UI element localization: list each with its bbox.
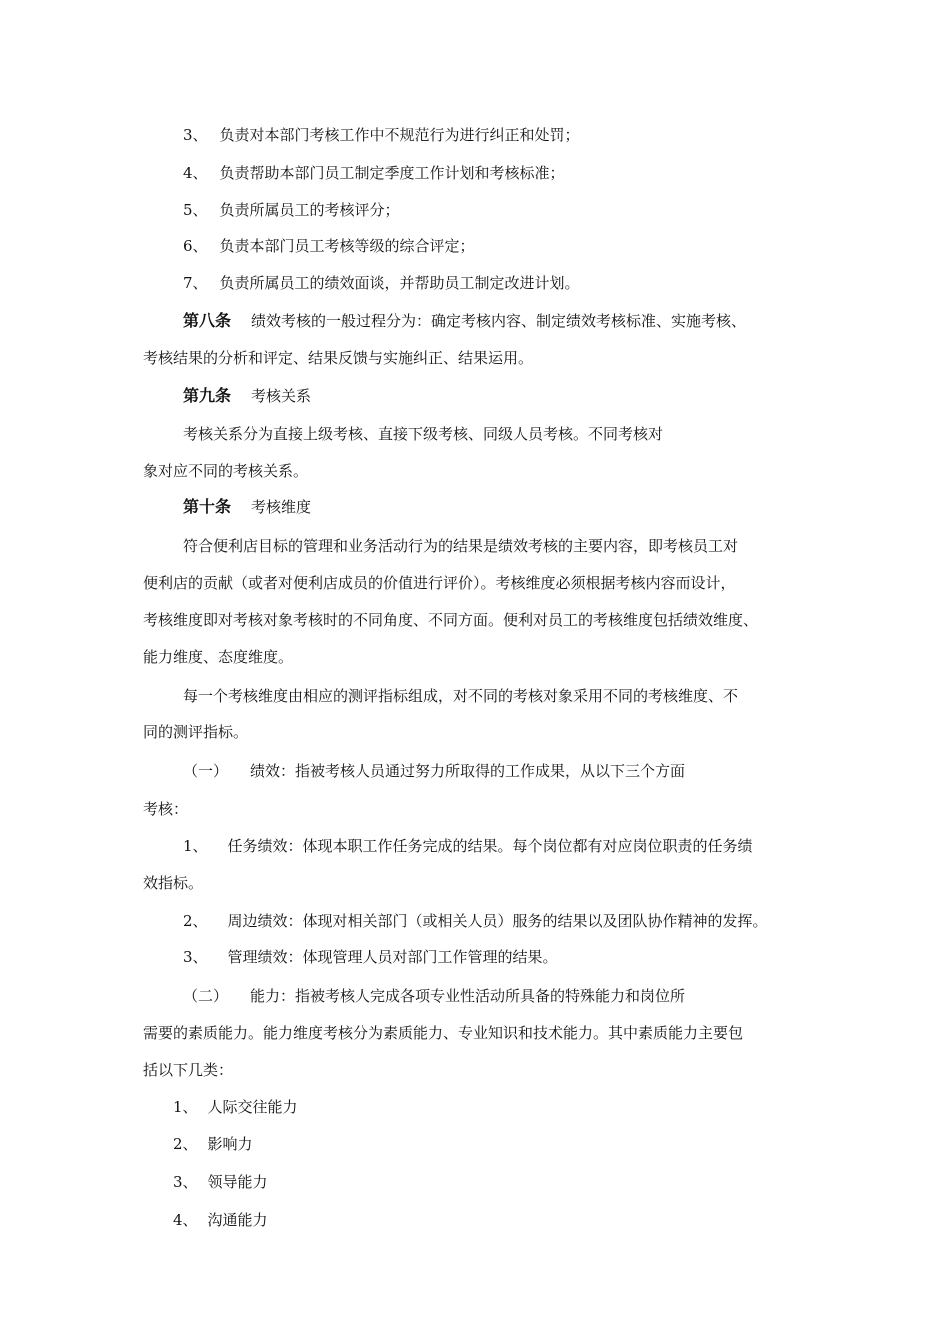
item-num: 2、: [183, 912, 208, 930]
section2-line3: 括以下几类：: [143, 1061, 234, 1079]
duty-text: 负责所属员工的考核评分；: [219, 201, 400, 219]
article9-line1: 考核关系分为直接上级考核、直接下级考核、同级人员考核。不同考核对: [183, 425, 664, 443]
section2-line1: [183, 986, 685, 1006]
article10-heading-line: [183, 497, 311, 517]
item-text: 管理绩效：体现管理人员对部门工作管理的结果。: [227, 948, 558, 966]
duty-num: 5、: [183, 201, 208, 219]
duty-num: 7、: [183, 274, 208, 292]
article8-text1: 绩效考核的一般过程分为：确定考核内容、制定绩效考核标准、实施考核、: [251, 312, 747, 330]
ability-num: 2、: [173, 1135, 198, 1153]
ability-text: 影响力: [207, 1135, 253, 1153]
ability-item: [173, 1172, 268, 1192]
ability-item: [173, 1097, 298, 1117]
duty-text: 负责对本部门考核工作中不规范行为进行纠正和处罚；: [219, 126, 580, 144]
section1-text: 绩效：指被考核人员通过努力所取得的工作成果，从以下三个方面: [250, 762, 686, 780]
duty-num: 6、: [183, 237, 208, 255]
article10-p1-line: 考核维度即对考核对象考核时的不同角度、不同方面。便利对员工的考核维度包括绩效维度、: [143, 611, 759, 629]
ability-text: 领导能力: [207, 1173, 268, 1191]
article8-heading: 第八条: [183, 311, 232, 330]
section1-num: （一）: [183, 762, 229, 780]
article9-heading: 第九条: [183, 386, 232, 405]
duty-text: 负责所属员工的绩效面谈，并帮助员工制定改进计划。: [219, 274, 580, 292]
article10-p2-line: 同的测评指标。: [143, 723, 249, 741]
article8-line2: 考核结果的分析和评定、结果反馈与实施纠正、结果运用。: [143, 349, 534, 367]
duty-num: 4、: [183, 164, 208, 182]
duty-item: [183, 125, 580, 145]
ability-item: [173, 1210, 268, 1230]
section2-line2: 需要的素质能力。能力维度考核分为素质能力、专业知识和技术能力。其中素质能力主要包: [143, 1024, 744, 1042]
duty-text: 负责帮助本部门员工制定季度工作计划和考核标准；: [219, 164, 565, 182]
item-text: 周边绩效：体现对相关部门（或相关人员）服务的结果以及团队协作精神的发挥。: [227, 912, 768, 930]
section2-num: （二）: [183, 987, 229, 1005]
section1-item: [183, 911, 768, 931]
ability-item: [173, 1134, 253, 1154]
duty-num: 3、: [183, 126, 208, 144]
ability-num: 3、: [173, 1173, 198, 1191]
section2-text: 能力：指被考核人完成各项专业性活动所具备的特殊能力和岗位所: [250, 987, 686, 1005]
item-num: 3、: [183, 948, 208, 966]
article9-title: 考核关系: [251, 387, 312, 405]
article9-heading-line: [183, 386, 311, 406]
article10-p1-line: 能力维度、态度维度。: [143, 648, 294, 666]
article8-line1: [183, 311, 746, 331]
article9-line2: 象对应不同的考核关系。: [143, 462, 309, 480]
duty-item: [183, 163, 565, 183]
section1-line1: [183, 761, 685, 781]
article10-heading: 第十条: [183, 497, 232, 516]
article10-p1-line: 便利店的贡献（或者对便利店成员的价值进行评价）。考核维度必须根据考核内容而设计，: [143, 574, 736, 592]
ability-text: 沟通能力: [207, 1211, 268, 1229]
duty-item: [183, 200, 400, 220]
item-num: 1、: [183, 837, 208, 855]
section1-item: [183, 836, 753, 856]
ability-text: 人际交往能力: [207, 1098, 298, 1116]
article10-p1-line: 符合便利店目标的管理和业务活动行为的结果是绩效考核的主要内容，即考核员工对: [183, 537, 739, 555]
ability-num: 1、: [173, 1098, 198, 1116]
article10-title: 考核维度: [251, 498, 312, 516]
duty-item: [183, 236, 475, 256]
ability-num: 4、: [173, 1211, 198, 1229]
item-text: 任务绩效：体现本职工作任务完成的结果。每个岗位都有对应岗位职责的任务绩: [227, 837, 753, 855]
section1-item-cont: 效指标。: [143, 874, 204, 892]
article10-p2-line: 每一个考核维度由相应的测评指标组成，对不同的考核对象采用不同的考核维度、不: [183, 687, 739, 705]
duty-text: 负责本部门员工考核等级的综合评定；: [219, 237, 475, 255]
section1-line2: 考核：: [143, 800, 189, 818]
section1-item: [183, 947, 558, 967]
duty-item: [183, 273, 580, 293]
